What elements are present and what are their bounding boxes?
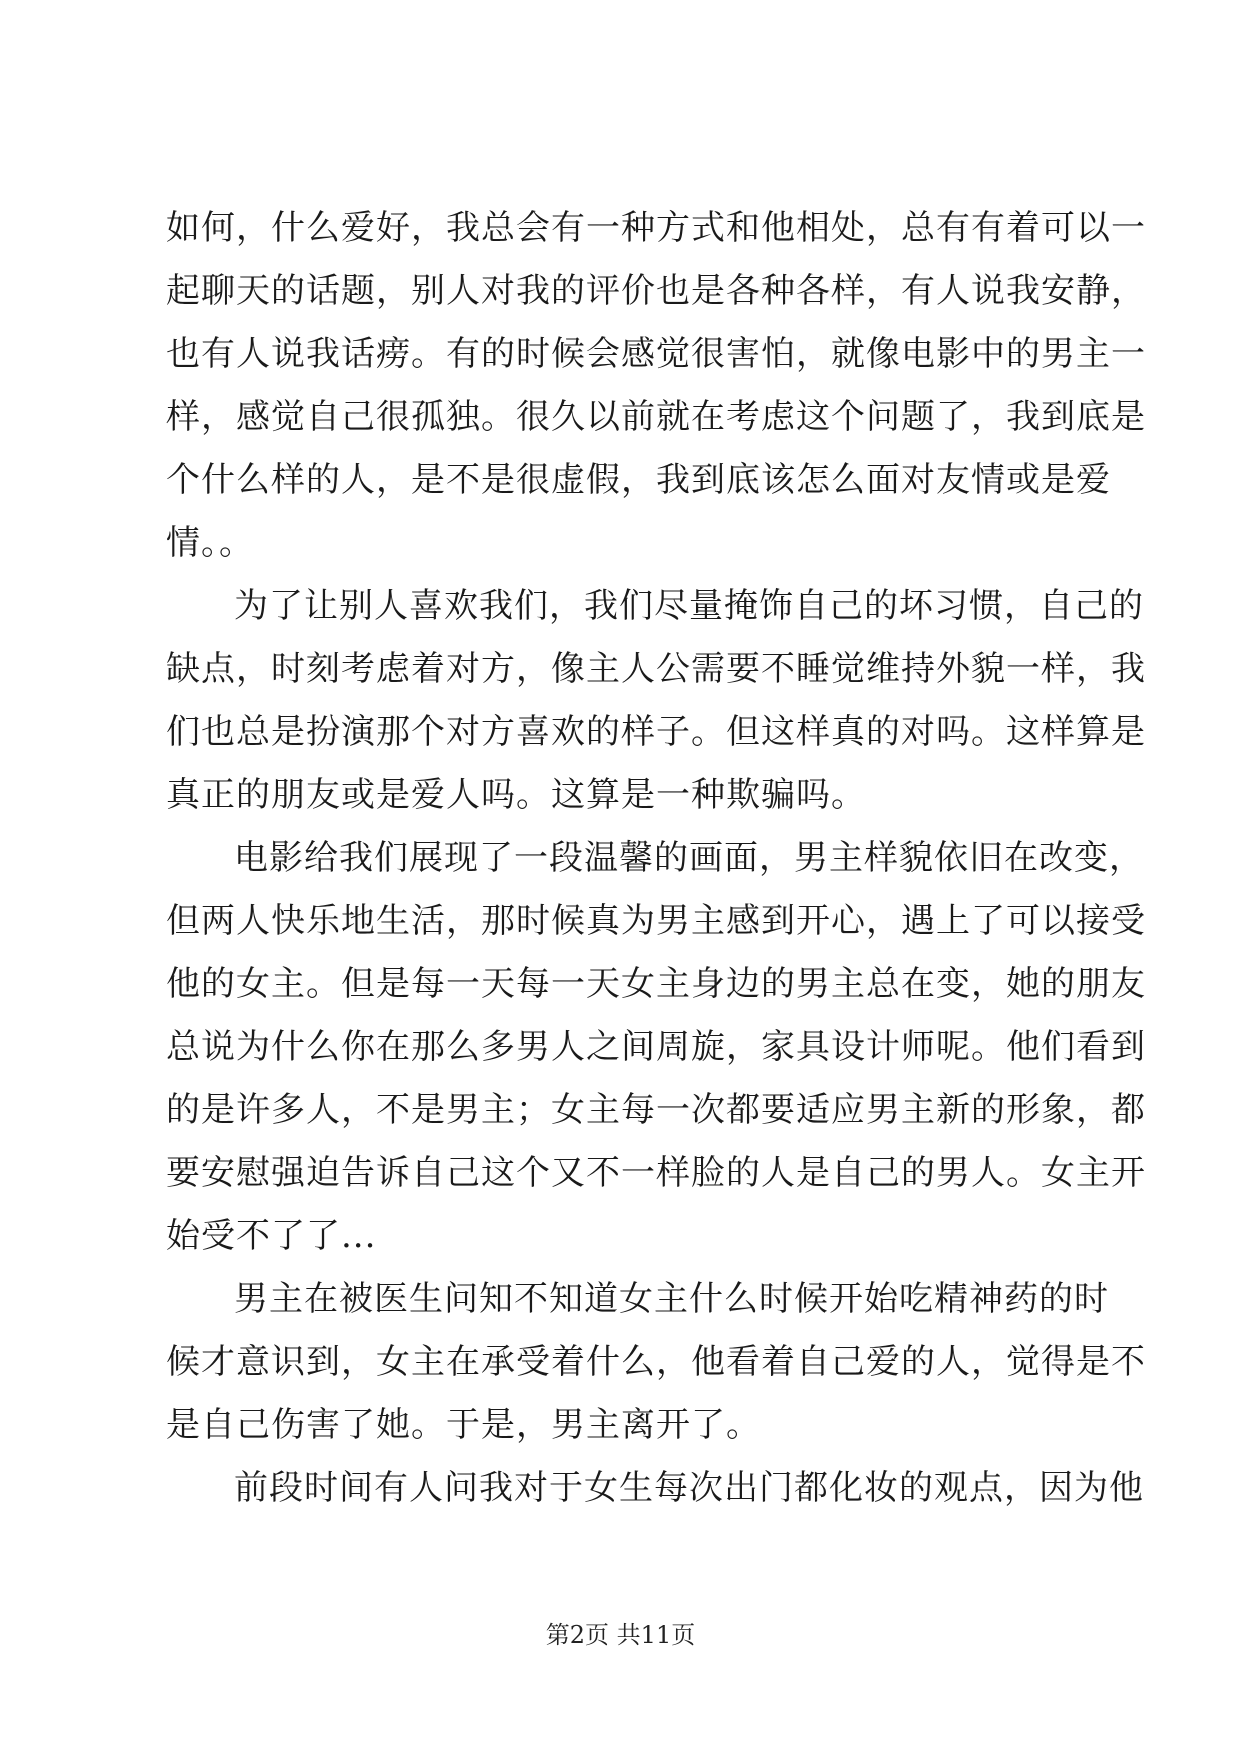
text-line: 他的女主。但是每一天每一天女主身边的男主总在变，她的朋友 — [166, 964, 1146, 1004]
text-line: 们也总是扮演那个对方喜欢的样子。但这样真的对吗。这样算是 — [166, 712, 1146, 752]
paragraph-first-line: 为了让别人喜欢我们，我们尽量掩饰自己的坏习惯，自己的 — [234, 586, 1144, 626]
text-line: 起聊天的话题，别人对我的评价也是各种各样，有人说我安静， — [166, 271, 1146, 311]
text-line: 候才意识到，女主在承受着什么，他看着自己爱的人，觉得是不 — [166, 1342, 1146, 1382]
text-line: 个什么样的人，是不是很虚假，我到底该怎么面对友情或是爱 — [166, 460, 1111, 500]
text-line: 也有人说我话痨。有的时候会感觉很害怕，就像电影中的男主一 — [166, 334, 1146, 374]
paragraph-first-line: 电影给我们展现了一段温馨的画面，男主样貌依旧在改变， — [234, 838, 1144, 878]
text-line: 缺点，时刻考虑着对方，像主人公需要不睡觉维持外貌一样，我 — [166, 649, 1146, 689]
text-line: 如何，什么爱好，我总会有一种方式和他相处，总有有着可以一 — [166, 208, 1146, 248]
text-line: 样，感觉自己很孤独。很久以前就在考虑这个问题了，我到底是 — [166, 397, 1146, 437]
paragraph-first-line: 男主在被医生问知不知道女主什么时候开始吃精神药的时 — [234, 1279, 1109, 1319]
text-line: 是自己伤害了她。于是，男主离开了。 — [166, 1405, 761, 1445]
paragraph-first-line: 前段时间有人问我对于女生每次出门都化妆的观点，因为他 — [234, 1468, 1144, 1508]
text-line: 总说为什么你在那么多男人之间周旋，家具设计师呢。他们看到 — [166, 1027, 1146, 1067]
text-line: 要安慰强迫告诉自己这个又不一样脸的人是自己的男人。女主开 — [166, 1153, 1146, 1193]
page-number-footer: 第2页 共11页 — [545, 1621, 696, 1649]
text-line: 的是许多人，不是男主；女主每一次都要适应男主新的形象，都 — [166, 1090, 1146, 1130]
text-line: 真正的朋友或是爱人吗。这算是一种欺骗吗。 — [166, 775, 866, 815]
text-line: 情。。 — [166, 523, 254, 563]
text-line: 始受不了了... — [166, 1216, 377, 1256]
text-line: 但两人快乐地生活，那时候真为男主感到开心，遇上了可以接受 — [166, 901, 1146, 941]
